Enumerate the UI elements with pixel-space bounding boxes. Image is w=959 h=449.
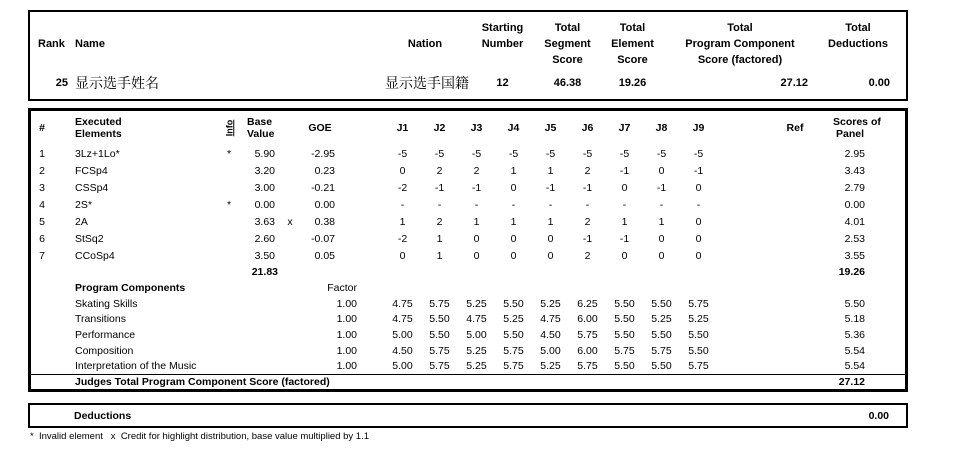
element-goe: -2.95 xyxy=(311,147,335,160)
judge-score: 5.25 xyxy=(466,360,487,373)
component-row xyxy=(31,296,905,312)
judge-score: 5.75 xyxy=(688,360,709,373)
element-goe: -0.07 xyxy=(311,232,335,245)
summary-values-row xyxy=(30,71,906,95)
element-panel-score: 2.53 xyxy=(844,232,865,245)
judge-column-header: J7 xyxy=(618,122,631,134)
judge-score: -5 xyxy=(545,147,556,160)
factor-label: Factor xyxy=(327,282,357,294)
deductions-value: 0.00 xyxy=(868,409,889,422)
judge-score: -1 xyxy=(582,181,593,194)
element-name: 2A xyxy=(75,215,88,228)
element-base-value: 2.60 xyxy=(254,232,275,245)
judge-score: 4.50 xyxy=(540,328,561,341)
element-name: StSq2 xyxy=(75,232,104,245)
judge-score: 1 xyxy=(510,215,517,228)
judge-score: 0 xyxy=(695,181,702,194)
table-column-header-row xyxy=(31,111,905,145)
judge-score: -5 xyxy=(508,147,519,160)
judge-score: 5.75 xyxy=(503,344,524,357)
judge-score: -5 xyxy=(471,147,482,160)
judge-score: 4.75 xyxy=(466,313,487,326)
element-row xyxy=(31,230,905,247)
judge-score: - xyxy=(511,198,516,211)
component-row xyxy=(31,312,905,328)
judge-score: 1 xyxy=(473,215,480,228)
judge-score: 5.75 xyxy=(429,344,450,357)
judge-score: 5.25 xyxy=(466,297,487,310)
judge-score: 5.25 xyxy=(540,297,561,310)
judge-column-header: J1 xyxy=(396,122,409,134)
number-column-header: # xyxy=(39,122,45,134)
judge-score: 5.50 xyxy=(651,297,672,310)
component-row xyxy=(31,358,905,374)
element-number: 1 xyxy=(39,147,45,160)
component-panel-score: 5.54 xyxy=(844,360,865,373)
element-base-value: 0.00 xyxy=(254,198,275,211)
element-goe: 0.38 xyxy=(314,215,335,228)
judge-score: 1 xyxy=(621,215,628,228)
component-panel-score: 5.18 xyxy=(844,313,865,326)
judge-score: -1 xyxy=(619,164,630,177)
judge-score: 5.50 xyxy=(614,328,635,341)
judge-column-header: J3 xyxy=(470,122,483,134)
starting-number-value: 12 xyxy=(496,77,509,89)
judge-score: 5.25 xyxy=(466,344,487,357)
component-panel-score: 5.36 xyxy=(844,328,865,341)
base-value-column-header: Base Value xyxy=(247,116,275,140)
judge-column-header: J6 xyxy=(581,122,594,134)
element-number: 2 xyxy=(39,164,45,177)
judge-score: 0 xyxy=(473,249,480,262)
judge-score: 0 xyxy=(658,164,665,177)
judge-column-header: J9 xyxy=(692,122,705,134)
judge-score: -1 xyxy=(582,232,593,245)
judge-score: 1 xyxy=(658,215,665,228)
element-name: CSSp4 xyxy=(75,181,109,194)
judge-score: 1 xyxy=(510,164,517,177)
judge-score: 5.25 xyxy=(503,313,524,326)
judge-score: 5.00 xyxy=(392,360,413,373)
total-pcs-label: Total Program Component Score (factored) xyxy=(685,22,795,66)
judge-score: 5.50 xyxy=(503,328,524,341)
info-column-header: Info xyxy=(224,119,234,137)
total-element-score-value: 19.26 xyxy=(618,77,647,89)
element-name: 2S* xyxy=(75,198,92,211)
judge-score: -5 xyxy=(619,147,630,160)
judging-detail-table xyxy=(28,108,908,392)
judge-score: 2 xyxy=(436,164,443,177)
judge-score: 5.00 xyxy=(540,344,561,357)
skater-name: 显示选手姓名 xyxy=(75,75,159,91)
judge-score: 6.00 xyxy=(577,344,598,357)
judge-score: 4.75 xyxy=(540,313,561,326)
judge-score: 5.25 xyxy=(540,360,561,373)
element-number: 4 xyxy=(39,198,45,211)
ref-column-header: Ref xyxy=(786,122,804,134)
judge-score: - xyxy=(585,198,590,211)
element-panel-score: 4.01 xyxy=(844,215,865,228)
judge-column-header: J4 xyxy=(507,122,520,134)
component-factor: 1.00 xyxy=(336,360,357,373)
judge-score: - xyxy=(696,198,701,211)
component-panel-score: 5.54 xyxy=(844,344,865,357)
judge-score: 5.50 xyxy=(651,360,672,373)
starting-number-label: Starting Number xyxy=(481,22,524,50)
judge-score: 0 xyxy=(695,232,702,245)
judge-score: -1 xyxy=(693,164,704,177)
element-name: 3Lz+1Lo* xyxy=(75,147,120,160)
judge-score: 2 xyxy=(584,249,591,262)
judge-score: 0 xyxy=(399,249,406,262)
judge-score: -1 xyxy=(434,181,445,194)
element-row xyxy=(31,162,905,179)
judge-score: 2 xyxy=(584,164,591,177)
element-number: 5 xyxy=(39,215,45,228)
judge-score: - xyxy=(474,198,479,211)
rank-label: Rank xyxy=(38,38,65,50)
judge-score: - xyxy=(622,198,627,211)
judge-score: 0 xyxy=(399,164,406,177)
element-row xyxy=(31,213,905,230)
judge-column-header: J8 xyxy=(655,122,668,134)
judge-score: 5.25 xyxy=(688,313,709,326)
element-goe: 0.00 xyxy=(314,198,335,211)
total-segment-score-label: Total Segment Score xyxy=(544,22,591,66)
element-number: 7 xyxy=(39,249,45,262)
total-deductions-value: 0.00 xyxy=(868,77,890,89)
total-pcs-value: 27.12 xyxy=(780,77,808,89)
element-base-value: 3.50 xyxy=(254,249,275,262)
judge-score: -1 xyxy=(545,181,556,194)
judge-score: 4.75 xyxy=(392,313,413,326)
judge-score: 5.75 xyxy=(577,328,598,341)
score-summary-box xyxy=(28,10,908,101)
element-score-total: 19.26 xyxy=(838,266,865,278)
judge-score: 0 xyxy=(695,215,702,228)
component-factor: 1.00 xyxy=(336,328,357,341)
element-name: FCSp4 xyxy=(75,164,108,177)
component-name: Interpretation of the Music xyxy=(75,360,197,373)
judge-score: 6.00 xyxy=(577,313,598,326)
judge-score: 5.50 xyxy=(688,328,709,341)
deductions-box xyxy=(28,403,908,428)
goe-column-header: GOE xyxy=(308,122,332,134)
judge-score: 2 xyxy=(584,215,591,228)
judge-score: - xyxy=(400,198,405,211)
judge-score: 1 xyxy=(547,215,554,228)
judge-score: 0 xyxy=(473,232,480,245)
element-goe: -0.21 xyxy=(311,181,335,194)
judge-score: 5.75 xyxy=(429,297,450,310)
judge-score: 0 xyxy=(658,249,665,262)
judge-score: 0 xyxy=(510,232,517,245)
judge-score: 5.25 xyxy=(651,313,672,326)
component-factor: 1.00 xyxy=(336,313,357,326)
judge-score: 5.75 xyxy=(577,360,598,373)
judge-score: 0 xyxy=(510,181,517,194)
judge-score: 1 xyxy=(436,249,443,262)
element-panel-score: 2.95 xyxy=(844,147,865,160)
component-factor: 1.00 xyxy=(336,344,357,357)
element-base-value: 3.00 xyxy=(254,181,275,194)
judge-score: 5.75 xyxy=(429,360,450,373)
element-number: 6 xyxy=(39,232,45,245)
component-name: Transitions xyxy=(75,313,126,326)
element-base-value: 5.90 xyxy=(254,147,275,160)
element-number: 3 xyxy=(39,181,45,194)
judge-score: - xyxy=(548,198,553,211)
judge-score: 5.50 xyxy=(688,344,709,357)
judge-score: 2 xyxy=(436,215,443,228)
judge-score: 0 xyxy=(658,232,665,245)
nation-label: Nation xyxy=(407,38,443,50)
judge-score: 5.00 xyxy=(392,328,413,341)
judge-score: 5.50 xyxy=(429,313,450,326)
nation-value: 显示选手国籍 xyxy=(385,75,469,91)
judge-score: 5.50 xyxy=(614,360,635,373)
element-base-value: 3.20 xyxy=(254,164,275,177)
judge-score: 2 xyxy=(473,164,480,177)
judge-score: 5.75 xyxy=(614,344,635,357)
judge-score: 5.50 xyxy=(429,328,450,341)
total-deductions-label: Total Deductions xyxy=(828,22,888,50)
judge-column-header: J2 xyxy=(433,122,446,134)
element-info-flag: * xyxy=(226,147,232,160)
judge-score: 1 xyxy=(547,164,554,177)
component-row xyxy=(31,343,905,359)
judge-score: 6.25 xyxy=(577,297,598,310)
component-name: Skating Skills xyxy=(75,297,138,310)
deductions-label: Deductions xyxy=(74,409,132,422)
element-panel-score: 2.79 xyxy=(844,181,865,194)
judges-total-row xyxy=(31,374,905,390)
judge-score: -1 xyxy=(656,181,667,194)
judge-score: 4.50 xyxy=(392,344,413,357)
judge-score: 0 xyxy=(547,232,554,245)
judge-score: -1 xyxy=(619,232,630,245)
total-element-score-label: Total Element Score xyxy=(611,22,654,66)
program-components-header-row xyxy=(31,280,905,296)
element-panel-score: 3.55 xyxy=(844,249,865,262)
component-name: Composition xyxy=(75,344,134,357)
judge-score: 0 xyxy=(621,249,628,262)
element-row xyxy=(31,179,905,196)
judge-score: 5.75 xyxy=(651,344,672,357)
scores-of-panel-column-header: Scores of Panel xyxy=(833,116,881,140)
element-panel-score: 3.43 xyxy=(844,164,865,177)
judge-score: 0 xyxy=(695,249,702,262)
judge-score: 5.00 xyxy=(466,328,487,341)
rank-value: 25 xyxy=(55,77,68,89)
judge-score: 5.50 xyxy=(503,297,524,310)
judge-score: 0 xyxy=(510,249,517,262)
summary-header-row xyxy=(30,20,906,68)
judge-score: -5 xyxy=(693,147,704,160)
element-goe: 0.23 xyxy=(314,164,335,177)
element-goe: 0.05 xyxy=(314,249,335,262)
footnote: * Invalid element x Credit for highlight distribution, base value multiplied by 1.1 xyxy=(30,431,370,442)
base-value-total: 21.83 xyxy=(251,266,278,278)
judge-score: 5.50 xyxy=(651,328,672,341)
element-row xyxy=(31,196,905,213)
judge-column-header: J5 xyxy=(544,122,557,134)
element-x-credit-flag: x xyxy=(287,215,293,228)
component-row xyxy=(31,327,905,343)
judge-score: 0 xyxy=(621,181,628,194)
judge-score: 5.50 xyxy=(614,297,635,310)
judges-total-label: Judges Total Program Component Score (factored) xyxy=(75,376,330,389)
judge-score: 1 xyxy=(399,215,406,228)
element-panel-score: 0.00 xyxy=(844,198,865,211)
judge-score: - xyxy=(659,198,664,211)
judge-score: 5.75 xyxy=(503,360,524,373)
judge-score: - xyxy=(437,198,442,211)
judge-score: -1 xyxy=(471,181,482,194)
judge-score: -5 xyxy=(397,147,408,160)
total-segment-score-value: 46.38 xyxy=(553,77,582,89)
judge-score: 5.75 xyxy=(688,297,709,310)
judge-score: 5.50 xyxy=(614,313,635,326)
judge-score: -2 xyxy=(397,232,408,245)
element-row xyxy=(31,145,905,162)
judge-score: -5 xyxy=(582,147,593,160)
judge-score: 1 xyxy=(436,232,443,245)
judges-total-score: 27.12 xyxy=(838,376,865,389)
element-info-flag: * xyxy=(226,198,232,211)
judge-score: -5 xyxy=(656,147,667,160)
component-name: Performance xyxy=(75,328,136,341)
judge-score: 0 xyxy=(547,249,554,262)
element-name: CCoSp4 xyxy=(75,249,115,262)
judge-score: -5 xyxy=(434,147,445,160)
name-label: Name xyxy=(75,38,105,50)
component-panel-score: 5.50 xyxy=(844,297,865,310)
base-value-total-row xyxy=(31,264,905,280)
judge-score: 4.75 xyxy=(392,297,413,310)
element-row xyxy=(31,247,905,264)
component-factor: 1.00 xyxy=(336,297,357,310)
executed-elements-column-header: Executed Elements xyxy=(75,116,122,140)
element-base-value: 3.63 xyxy=(254,215,275,228)
program-components-label: Program Components xyxy=(75,282,186,294)
judge-score: -2 xyxy=(397,181,408,194)
